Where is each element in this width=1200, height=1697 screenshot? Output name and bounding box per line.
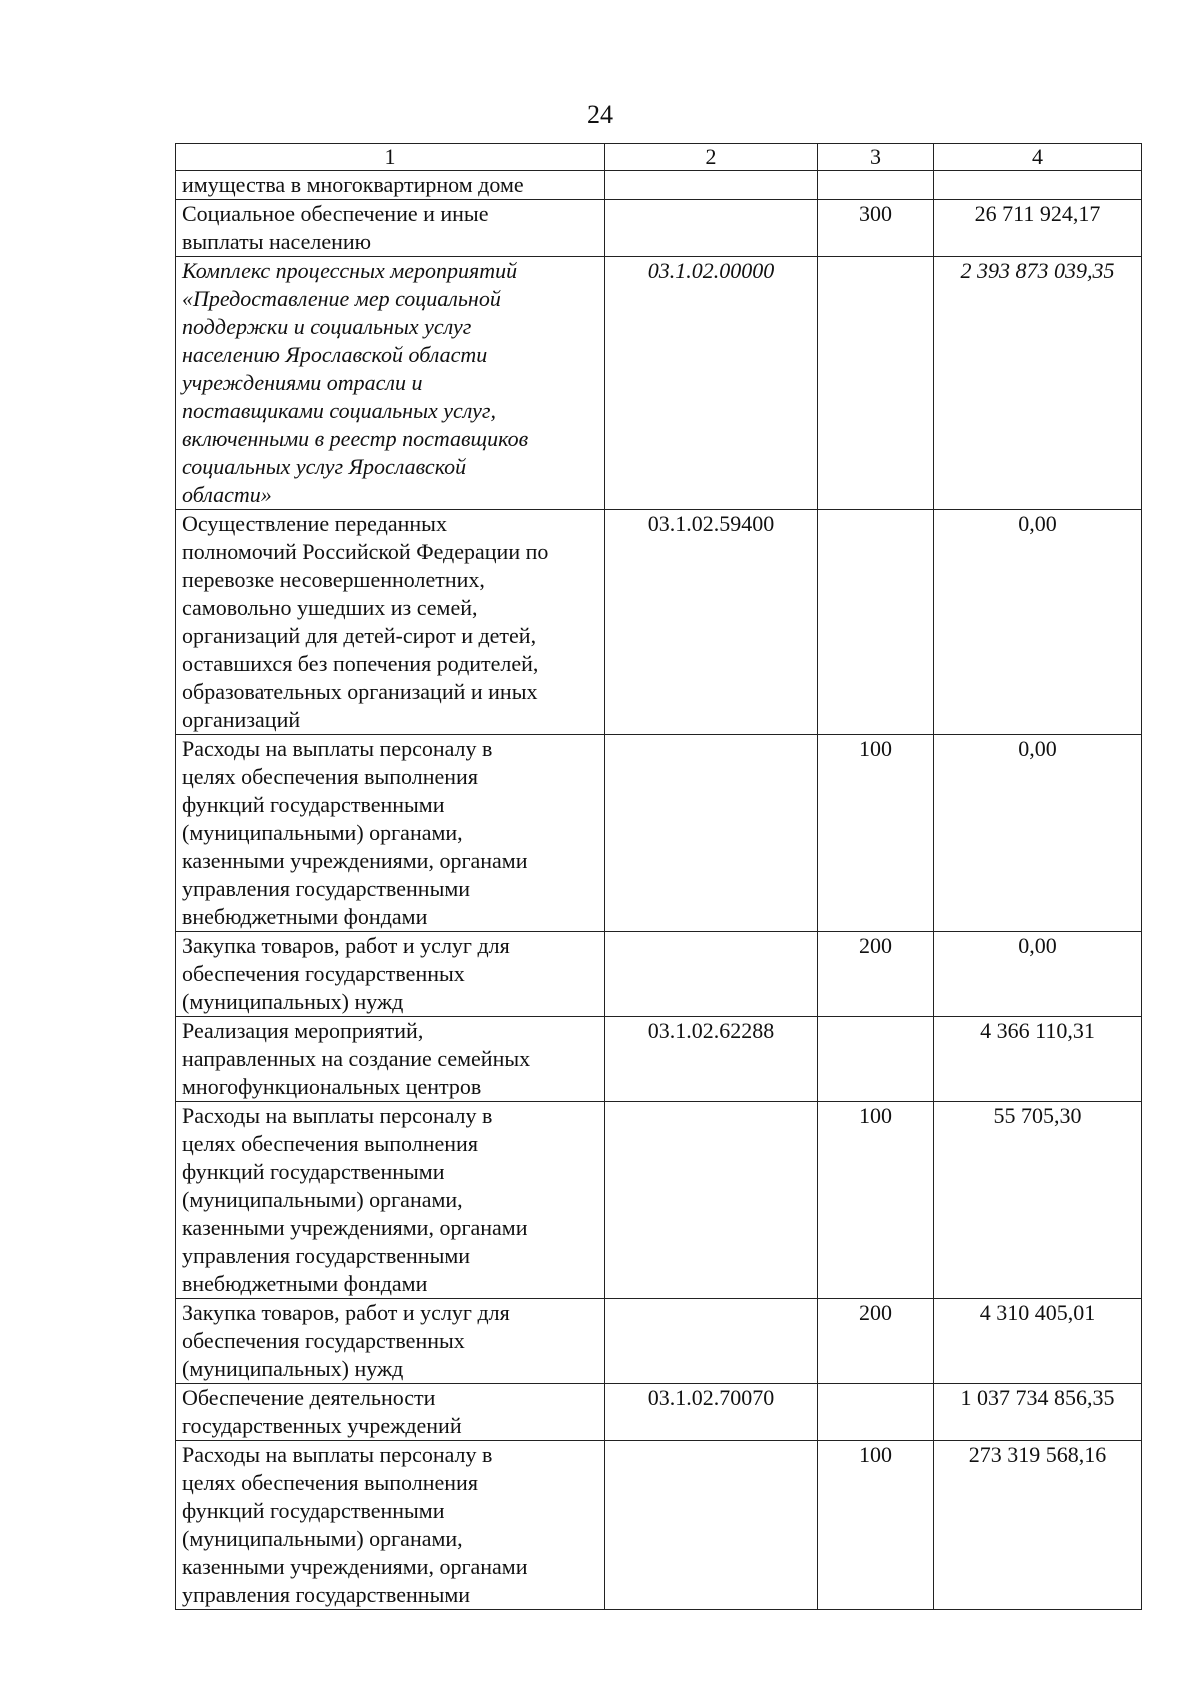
row-name-line: Расходы на выплаты персоналу в bbox=[182, 736, 493, 761]
row-name-line: функций государственными bbox=[182, 1159, 445, 1184]
row-type-cell: 200 bbox=[818, 1299, 934, 1384]
row-amount-cell: 55 705,30 bbox=[934, 1102, 1142, 1299]
table-row bbox=[176, 1017, 1142, 1102]
column-header-4: 4 bbox=[934, 144, 1142, 171]
column-header-3: 3 bbox=[818, 144, 934, 171]
row-name-line: (муниципальными) органами, bbox=[182, 1187, 463, 1212]
table-row bbox=[176, 200, 1142, 257]
row-amount-cell: 2 393 873 039,35 bbox=[934, 257, 1142, 510]
row-code-cell: 03.1.02.70070 bbox=[605, 1384, 818, 1441]
row-name-line: целях обеспечения выполнения bbox=[182, 1131, 478, 1156]
row-name-cell bbox=[176, 257, 605, 510]
row-amount-cell: 4 366 110,31 bbox=[934, 1017, 1142, 1102]
row-type-cell: 300 bbox=[818, 200, 934, 257]
row-code-cell bbox=[605, 932, 818, 1017]
row-name-line: Реализация мероприятий, bbox=[182, 1018, 424, 1043]
table-row bbox=[176, 932, 1142, 1017]
row-amount-cell: 4 310 405,01 bbox=[934, 1299, 1142, 1384]
row-code-cell: 03.1.02.00000 bbox=[605, 257, 818, 510]
row-name-line: целях обеспечения выполнения bbox=[182, 764, 478, 789]
row-code-cell bbox=[605, 200, 818, 257]
row-type-cell bbox=[818, 171, 934, 200]
row-type-cell bbox=[818, 257, 934, 510]
row-name-line: функций государственными bbox=[182, 1498, 445, 1523]
column-header-2: 2 bbox=[605, 144, 818, 171]
row-type-cell bbox=[818, 1384, 934, 1441]
row-name-line: области» bbox=[182, 482, 272, 507]
row-name-cell bbox=[176, 1441, 605, 1610]
table-row bbox=[176, 1384, 1142, 1441]
table-row bbox=[176, 257, 1142, 510]
row-name-line: Социальное обеспечение и иные bbox=[182, 201, 489, 226]
row-name-line: Обеспечение деятельности bbox=[182, 1385, 436, 1410]
table-row bbox=[176, 510, 1142, 735]
row-name-line: многофункциональных центров bbox=[182, 1074, 482, 1099]
row-type-cell: 100 bbox=[818, 735, 934, 932]
row-name-line: казенными учреждениями, органами bbox=[182, 1215, 528, 1240]
row-name-line: Расходы на выплаты персоналу в bbox=[182, 1103, 493, 1128]
table-row bbox=[176, 1299, 1142, 1384]
row-name-line: управления государственными bbox=[182, 1582, 471, 1607]
row-name-line: (муниципальных) нужд bbox=[182, 1356, 404, 1381]
row-name-line: самовольно ушедших из семей, bbox=[182, 595, 478, 620]
budget-table bbox=[175, 143, 1142, 1610]
row-code-cell bbox=[605, 171, 818, 200]
row-name-line: полномочий Российской Федерации по bbox=[182, 539, 549, 564]
row-code-cell bbox=[605, 1441, 818, 1610]
row-code-cell bbox=[605, 1299, 818, 1384]
row-name-line: направленных на создание семейных bbox=[182, 1046, 531, 1071]
row-amount-cell: 273 319 568,16 bbox=[934, 1441, 1142, 1610]
row-type-cell: 200 bbox=[818, 932, 934, 1017]
row-code-cell bbox=[605, 1102, 818, 1299]
row-name-line: организаций для детей-сирот и детей, bbox=[182, 623, 537, 648]
row-name-line: образовательных организаций и иных bbox=[182, 679, 538, 704]
row-name-line: социальных услуг Ярославской bbox=[182, 454, 467, 479]
row-name-line: Осуществление переданных bbox=[182, 511, 447, 536]
row-name-line: (муниципальными) органами, bbox=[182, 820, 463, 845]
row-name-cell bbox=[176, 1384, 605, 1441]
row-code-cell: 03.1.02.62288 bbox=[605, 1017, 818, 1102]
row-name-line: обеспечения государственных bbox=[182, 961, 465, 986]
row-amount-cell: 0,00 bbox=[934, 510, 1142, 735]
row-amount-cell: 0,00 bbox=[934, 932, 1142, 1017]
row-name-line: поддержки и социальных услуг bbox=[182, 314, 472, 339]
row-name-line: включенными в реестр поставщиков bbox=[182, 426, 529, 451]
table-row bbox=[176, 735, 1142, 932]
row-name-line: Закупка товаров, работ и услуг для bbox=[182, 1300, 510, 1325]
row-name-line: обеспечения государственных bbox=[182, 1328, 465, 1353]
row-name-cell bbox=[176, 510, 605, 735]
row-name-line: государственных учреждений bbox=[182, 1413, 462, 1438]
row-name-line: оставшихся без попечения родителей, bbox=[182, 651, 539, 676]
row-name-line: учреждениями отрасли и bbox=[182, 370, 423, 395]
row-name-cell bbox=[176, 1299, 605, 1384]
row-name-line: функций государственными bbox=[182, 792, 445, 817]
row-name-cell bbox=[176, 1102, 605, 1299]
row-name-line: Закупка товаров, работ и услуг для bbox=[182, 933, 510, 958]
page-number: 24 bbox=[587, 100, 613, 129]
row-type-cell: 100 bbox=[818, 1102, 934, 1299]
table-row bbox=[176, 1441, 1142, 1610]
row-name-line: целях обеспечения выполнения bbox=[182, 1470, 478, 1495]
column-header-1: 1 bbox=[176, 144, 605, 171]
row-name-cell bbox=[176, 200, 605, 257]
row-type-cell bbox=[818, 510, 934, 735]
row-name-line: управления государственными bbox=[182, 1243, 471, 1268]
table-row bbox=[176, 1102, 1142, 1299]
row-name-line: Комплекс процессных мероприятий bbox=[182, 258, 518, 283]
row-name-line: перевозке несовершеннолетних, bbox=[182, 567, 485, 592]
row-type-cell bbox=[818, 1017, 934, 1102]
row-name-line: «Предоставление мер социальной bbox=[182, 286, 501, 311]
row-name-cell bbox=[176, 1017, 605, 1102]
row-code-cell: 03.1.02.59400 bbox=[605, 510, 818, 735]
row-name-line: казенными учреждениями, органами bbox=[182, 848, 528, 873]
row-name-line: казенными учреждениями, органами bbox=[182, 1554, 528, 1579]
row-name-line: (муниципальных) нужд bbox=[182, 989, 404, 1014]
row-amount-cell: 26 711 924,17 bbox=[934, 200, 1142, 257]
row-name-line: (муниципальными) органами, bbox=[182, 1526, 463, 1551]
row-amount-cell: 1 037 734 856,35 bbox=[934, 1384, 1142, 1441]
table-body bbox=[176, 171, 1142, 1610]
row-name-line: населению Ярославской области bbox=[182, 342, 488, 367]
row-name-cell bbox=[176, 171, 605, 200]
row-type-cell: 100 bbox=[818, 1441, 934, 1610]
row-name-line: поставщиками социальных услуг, bbox=[182, 398, 496, 423]
row-name-line: выплаты населению bbox=[182, 229, 372, 254]
row-name-cell bbox=[176, 735, 605, 932]
row-code-cell bbox=[605, 735, 818, 932]
row-name-line: Расходы на выплаты персоналу в bbox=[182, 1442, 493, 1467]
table-header-row bbox=[176, 144, 1142, 171]
row-amount-cell: 0,00 bbox=[934, 735, 1142, 932]
row-name-line: внебюджетными фондами bbox=[182, 1271, 428, 1296]
row-name-line: внебюджетными фондами bbox=[182, 904, 428, 929]
row-name-line: организаций bbox=[182, 707, 301, 732]
table-row bbox=[176, 171, 1142, 200]
row-name-line: имущества в многоквартирном доме bbox=[182, 172, 524, 197]
row-name-line: управления государственными bbox=[182, 876, 471, 901]
row-name-cell bbox=[176, 932, 605, 1017]
row-amount-cell bbox=[934, 171, 1142, 200]
